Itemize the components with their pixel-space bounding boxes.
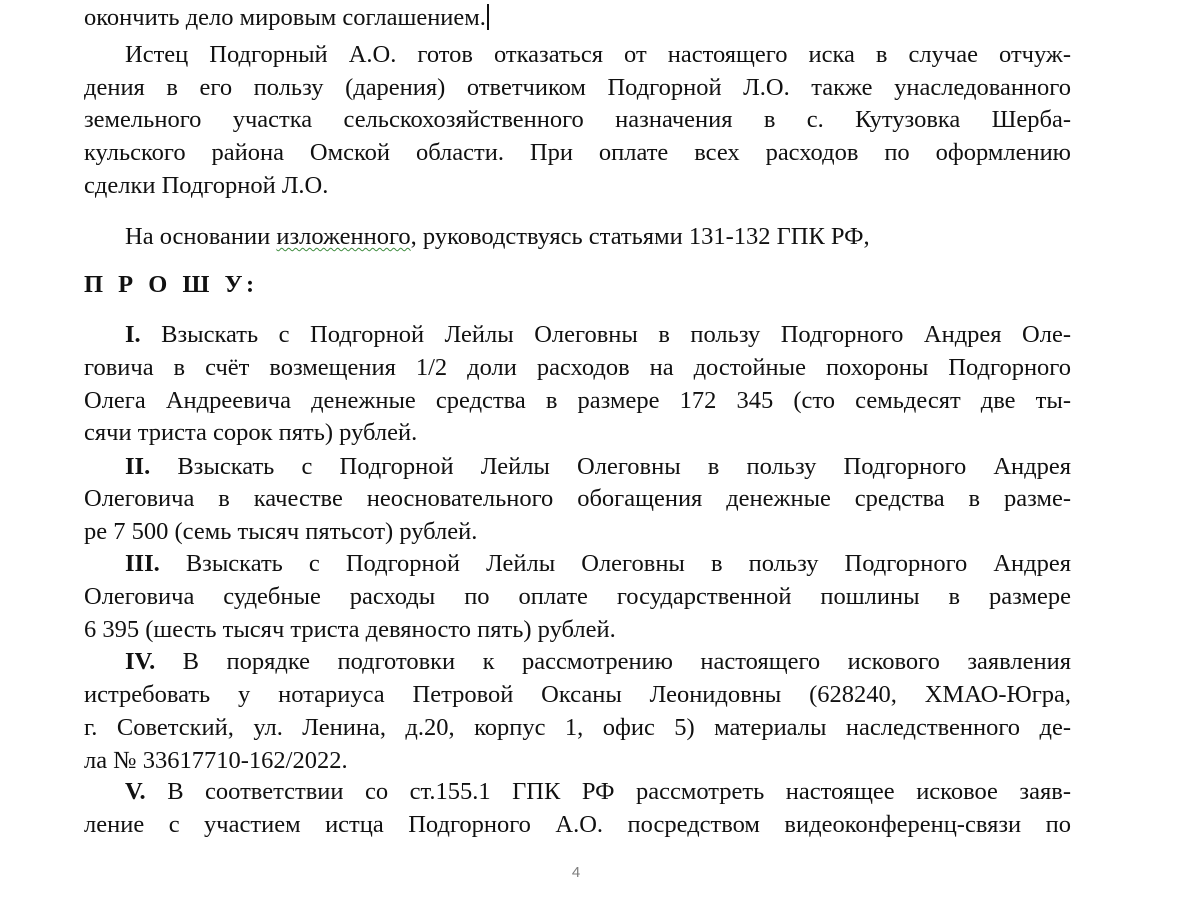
text-line: Олеговича судебные расходы по оплате государственной пошлины в размере (84, 583, 1071, 610)
basis-text-after: , руководствуясь статьями 131-132 ГПК РФ, (410, 223, 870, 250)
text-line: 6 395 (шесть тысяч триста девяносто пять) рублей. (84, 616, 616, 643)
text-line: кульского района Омской области. При оплате всех расходов по оформлению (84, 139, 1071, 166)
item-numeral: I. (125, 321, 141, 348)
item-text: В порядке подготовки к рассмотрению настоящего искового заявления (155, 648, 1071, 675)
text-line (125, 650, 1071, 675)
item-text: В соответствии со ст.155.1 ГПК РФ рассмотреть настоящее исковое заяв- (145, 778, 1071, 805)
text-line: Истец Подгорный А.О. готов отказаться от настоящего иска в случае отчуж- (125, 41, 1071, 68)
text-line: ла № 33617710-162/2022. (84, 747, 348, 774)
item-text: Взыскать с Подгорной Лейлы Олеговны в пользу Подгорного Андрея (159, 550, 1071, 577)
text-line (125, 552, 1071, 577)
basis-text-before: На основании (125, 223, 277, 250)
item-numeral: IV. (125, 648, 156, 675)
text-line: сячи триста сорок пять) рублей. (84, 419, 418, 446)
text-line (125, 780, 1071, 805)
text-line: сделки Подгорной Л.О. (84, 172, 329, 199)
text-line (125, 455, 1071, 480)
text-line (125, 323, 1071, 348)
page-number: 4 (571, 864, 581, 881)
text-line: земельного участка сельскохозяйственного назначения в с. Кутузовка Шерба- (84, 106, 1071, 133)
item-numeral: III. (125, 550, 160, 577)
spellcheck-flagged-word: изложенного (276, 223, 411, 250)
text-line: ление с участием истца Подгорного А.О. посредством видеоконференц-связи по (84, 811, 1071, 838)
text-line (84, 4, 489, 31)
request-heading: П Р О Ш У: (84, 271, 259, 298)
text-line: Олеговича в качестве неосновательного обогащения денежные средства в разме- (84, 485, 1071, 512)
document-text: окончить дело мировым соглашением. (84, 4, 486, 31)
text-cursor (487, 4, 489, 30)
text-line: говича в счёт возмещения 1/2 доли расходов на достойные похороны Подгорного (84, 354, 1071, 381)
text-line: Олега Андреевича денежные средства в размере 172 345 (сто семьдесят две ты- (84, 387, 1071, 414)
basis-line (125, 225, 870, 250)
item-text: Взыскать с Подгорной Лейлы Олеговны в пользу Подгорного Андрея Оле- (140, 321, 1071, 348)
text-line: дения в его пользу (дарения) ответчиком Подгорной Л.О. также унаследованного (84, 74, 1071, 101)
item-text: Взыскать с Подгорной Лейлы Олеговны в пользу Подгорного Андрея (150, 453, 1071, 480)
text-line: истребовать у нотариуса Петровой Оксаны Леонидовны (628240, ХМАО-Югра, (84, 681, 1071, 708)
text-line: г. Советский, ул. Ленина, д.20, корпус 1, офис 5) материалы наследственного де- (84, 714, 1071, 741)
item-numeral: II. (125, 453, 151, 480)
item-numeral: V. (125, 778, 146, 805)
text-line: ре 7 500 (семь тысяч пятьсот) рублей. (84, 518, 478, 545)
